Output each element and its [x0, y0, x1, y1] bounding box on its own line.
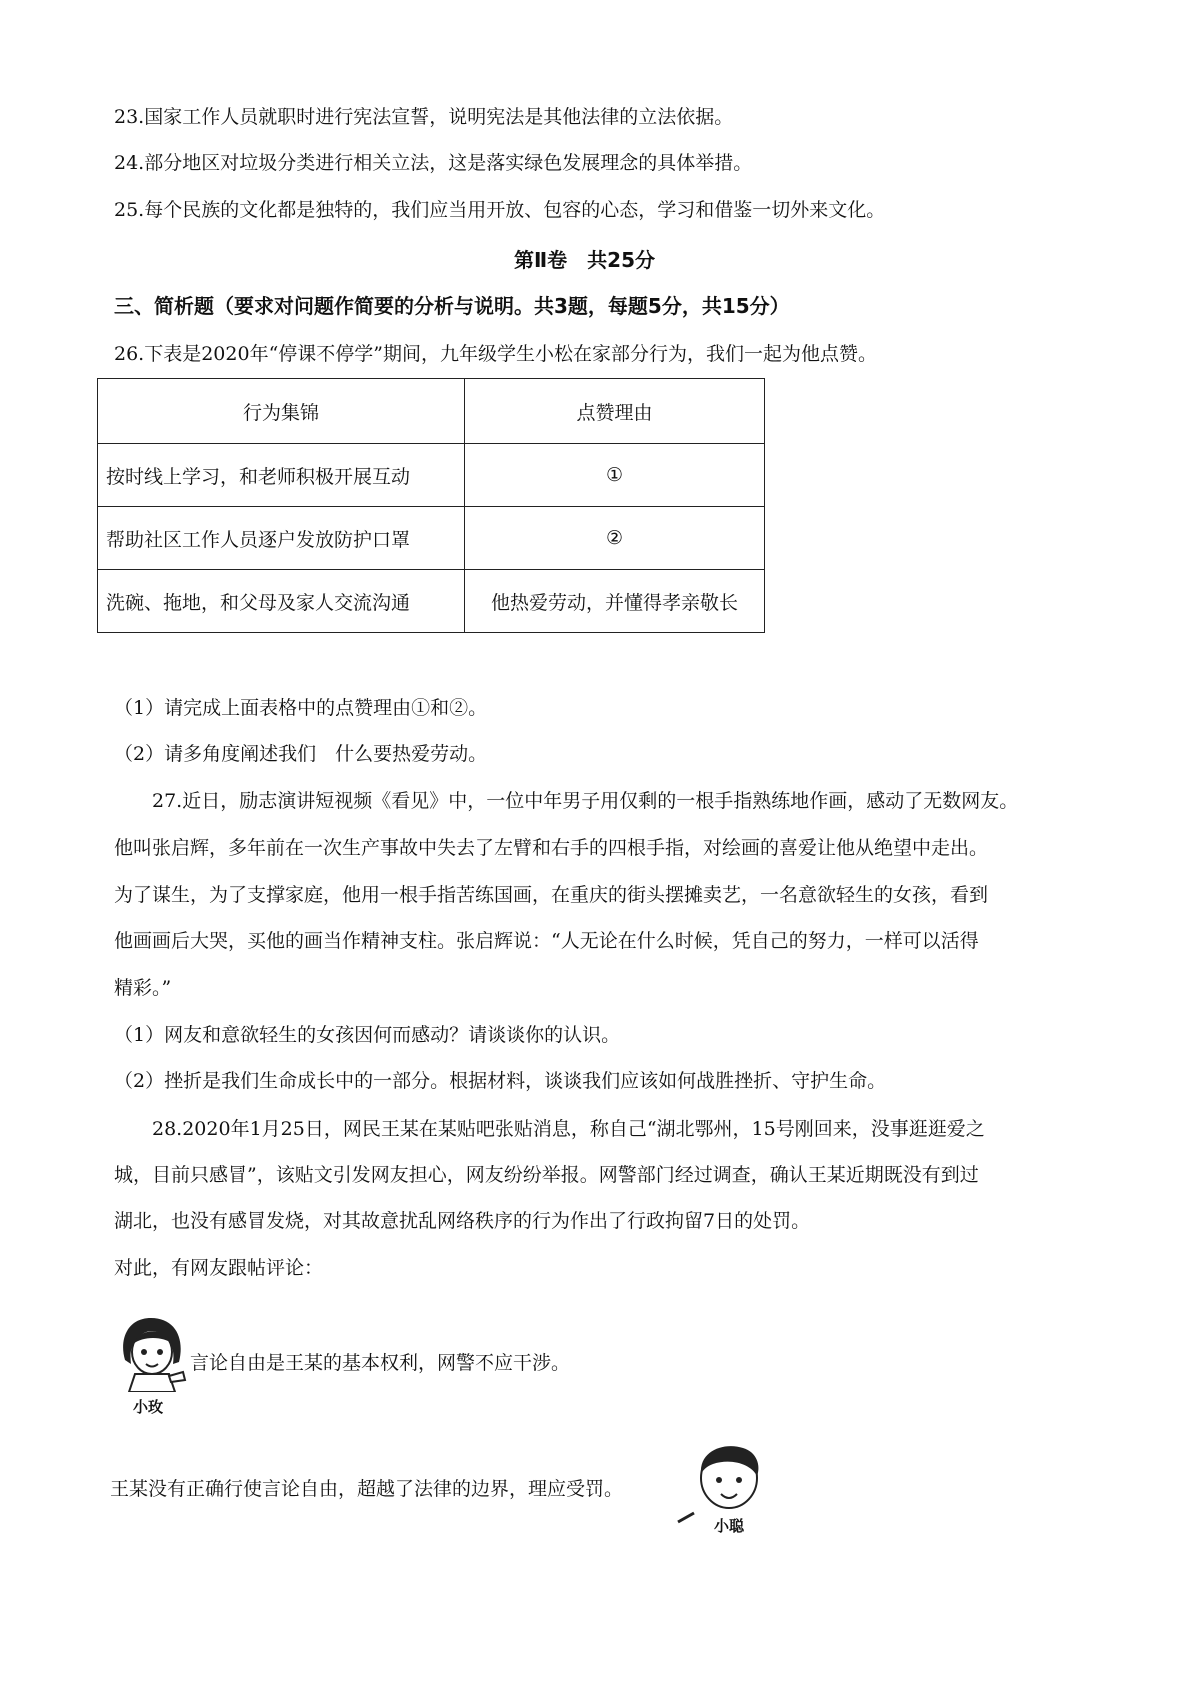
question-28-para-2: 城，目前只感冒”，该贴文引发网友担心，网友纷纷举报。网警部门经过调查，确认王某近期既没有到过 — [114, 1164, 979, 1186]
question-27-para-1: 27.近日，励志演讲短视频《看见》中，一位中年男子用仅剩的一根手指熟练地作画，感动了无数网友。 — [152, 790, 1019, 812]
table-header-cell: 点赞理由 — [465, 379, 765, 444]
question-27-para-4: 他画画后大哭，买他的画当作精神支柱。张启辉说：“人无论在什么时候，凭自己的努力，一样可以活得 — [114, 930, 979, 952]
table-cell: 帮助社区工作人员逐户发放防护口罩 — [98, 507, 465, 570]
girl-avatar-icon — [113, 1312, 193, 1392]
question-25: 25.每个民族的文化都是独特的，我们应当用开放、包容的心态，学习和借鉴一切外来文化。 — [114, 199, 886, 221]
question-27-para-3: 为了谋生，为了支撑家庭，他用一根手指苦练国画，在重庆的街头摆摊卖艺，一名意欲轻生的女孩，看到 — [114, 884, 989, 906]
question-27-para-5: 精彩。” — [114, 977, 172, 999]
table-cell: 他热爱劳动，并懂得孝亲敬长 — [465, 570, 765, 633]
table-cell: 按时线上学习，和老师积极开展互动 — [98, 444, 465, 507]
section-3-heading: 三、简析题（要求对问题作简要的分析与说明。共3题，每题5分，共15分） — [114, 294, 790, 318]
table-header-row — [98, 379, 765, 444]
table-row — [98, 570, 765, 633]
table-cell: ① — [465, 444, 765, 507]
question-27-1: （1）网友和意欲轻生的女孩因何而感动？请谈谈你的认识。 — [114, 1024, 621, 1046]
question-28-para-4: 对此，有网友跟帖评论： — [114, 1257, 324, 1279]
question-26-1: （1）请完成上面表格中的点赞理由①和②。 — [114, 697, 488, 719]
table-row — [98, 444, 765, 507]
xiaocong-comment: 王某没有正确行使言论自由，超越了法律的边界，理应受罚。 — [110, 1478, 624, 1500]
table-header-cell: 行为集锦 — [98, 379, 465, 444]
xiaocong-name: 小聪 — [714, 1517, 745, 1535]
xiaomei-comment: 言论自由是王某的基本权利，网警不应干涉。 — [190, 1352, 571, 1374]
question-23: 23.国家工作人员就职时进行宪法宣誓，说明宪法是其他法律的立法依据。 — [114, 106, 734, 128]
part-ii-heading: 第Ⅱ卷 共25分 — [514, 248, 656, 272]
behavior-table — [97, 378, 765, 633]
table-row — [98, 507, 765, 570]
speech-mark-icon — [676, 1510, 696, 1524]
question-26: 26.下表是2020年“停课不停学”期间，九年级学生小松在家部分行为，我们一起为他点赞。 — [114, 343, 877, 365]
question-28-para-1: 28.2020年1月25日，网民王某在某贴吧张贴消息，称自己“湖北鄂州，15号刚回来，没事逛逛爱之 — [152, 1118, 985, 1140]
table-cell: ② — [465, 507, 765, 570]
question-27-2: （2）挫折是我们生命成长中的一部分。根据材料，谈谈我们应该如何战胜挫折、守护生命。 — [114, 1070, 887, 1092]
question-26-2: （2）请多角度阐述我们 什么要热爱劳动。 — [114, 743, 488, 765]
question-24: 24.部分地区对垃圾分类进行相关立法，这是落实绿色发展理念的具体举措。 — [114, 152, 753, 174]
question-27-para-2: 他叫张启辉，多年前在一次生产事故中失去了左臂和右手的四根手指，对绘画的喜爱让他从绝望中走出。 — [114, 837, 989, 859]
boy-avatar-icon — [685, 1440, 773, 1516]
question-28-para-3: 湖北，也没有感冒发烧，对其故意扰乱网络秩序的行为作出了行政拘留7日的处罚。 — [114, 1210, 811, 1232]
table-cell: 洗碗、拖地，和父母及家人交流沟通 — [98, 570, 465, 633]
xiaomei-name: 小玫 — [133, 1398, 164, 1416]
